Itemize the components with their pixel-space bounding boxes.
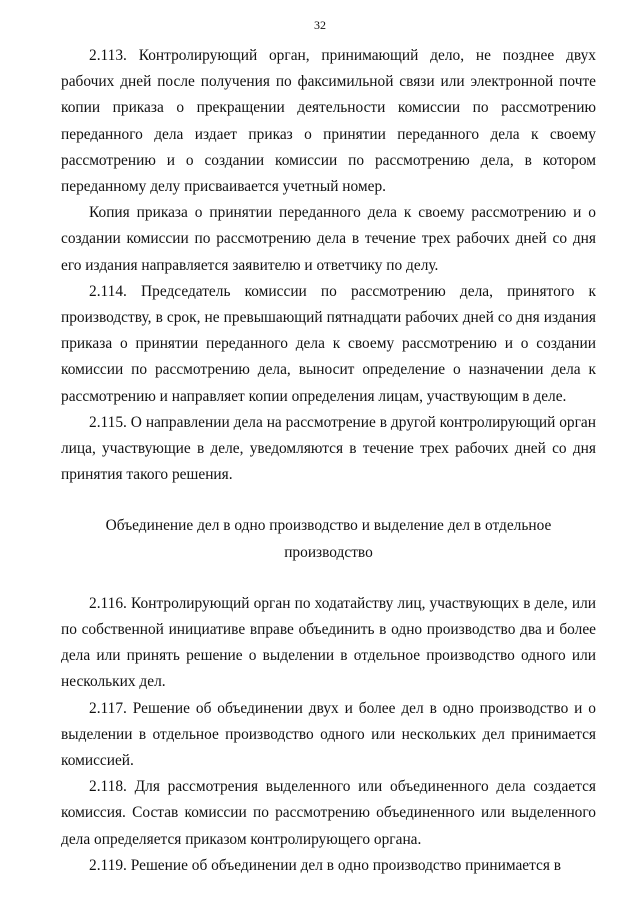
paragraph-2-116: 2.116. Контролирующий орган по ходатайству лиц, участвующих в деле, или по собственной инициативе вправе объединить в одно производство два и более дела или принять решение о выделении в отдельное производство одного или нескольких дел.	[61, 594, 596, 691]
paragraph-order-copy: Копия приказа о принятии переданного дела к своему рассмотрению и о создании комиссии по рассмотрению дела в течение трех рабочих дней со дня его издания направляется заявителю и ответчику по делу.	[61, 204, 596, 274]
page-number: 32	[314, 18, 326, 32]
paragraph-2-118: 2.118. Для рассмотрения выделенного или объединенного дела создается комиссия. Состав комиссии по рассмотрению объединенного или выделенного дела определяется приказом контролирующего органа.	[61, 778, 596, 848]
paragraph-2-119: 2.119. Решение об объединении дел в одно производство принимается в	[89, 856, 562, 874]
section-heading: Объединение дел в одно производство и выделение дел в отдельное производство	[105, 517, 552, 561]
paragraph-2-114: 2.114. Председатель комиссии по рассмотрению дела, принятого к производству, в срок, не превышающий пятнадцати рабочих дней со дня издания приказа о принятии переданного дела к своему рассмотрению и о создании комиссии по рассмотрению дела, выносит определение о назначении дела к рассмотрению и направляет копии определения лицам, участвующим в деле.	[61, 282, 596, 405]
paragraph-2-113: 2.113. Контролирующий орган, принимающий дело, не позднее двух рабочих дней после получения по факсимильной связи или электронной почте копии приказа о прекращении деятельности комиссии по рассмотрению переданного дела издает приказ о принятии переданного дела к своему рассмотрению и о создании комиссии по рассмотрению дела, в котором переданному делу присваивается учетный номер.	[61, 47, 596, 196]
document-body	[61, 43, 596, 879]
paragraph-2-117: 2.117. Решение об объединении двух и более дел в одно производство и о выделении в отдельное производство одного или нескольких дел принимается комиссией.	[61, 699, 596, 770]
paragraph-2-115: 2.115. О направлении дела на рассмотрение в другой контролирующий орган лица, участвующие в деле, уведомляются в течение трех рабочих дней со дня принятия такого решения.	[61, 413, 596, 484]
